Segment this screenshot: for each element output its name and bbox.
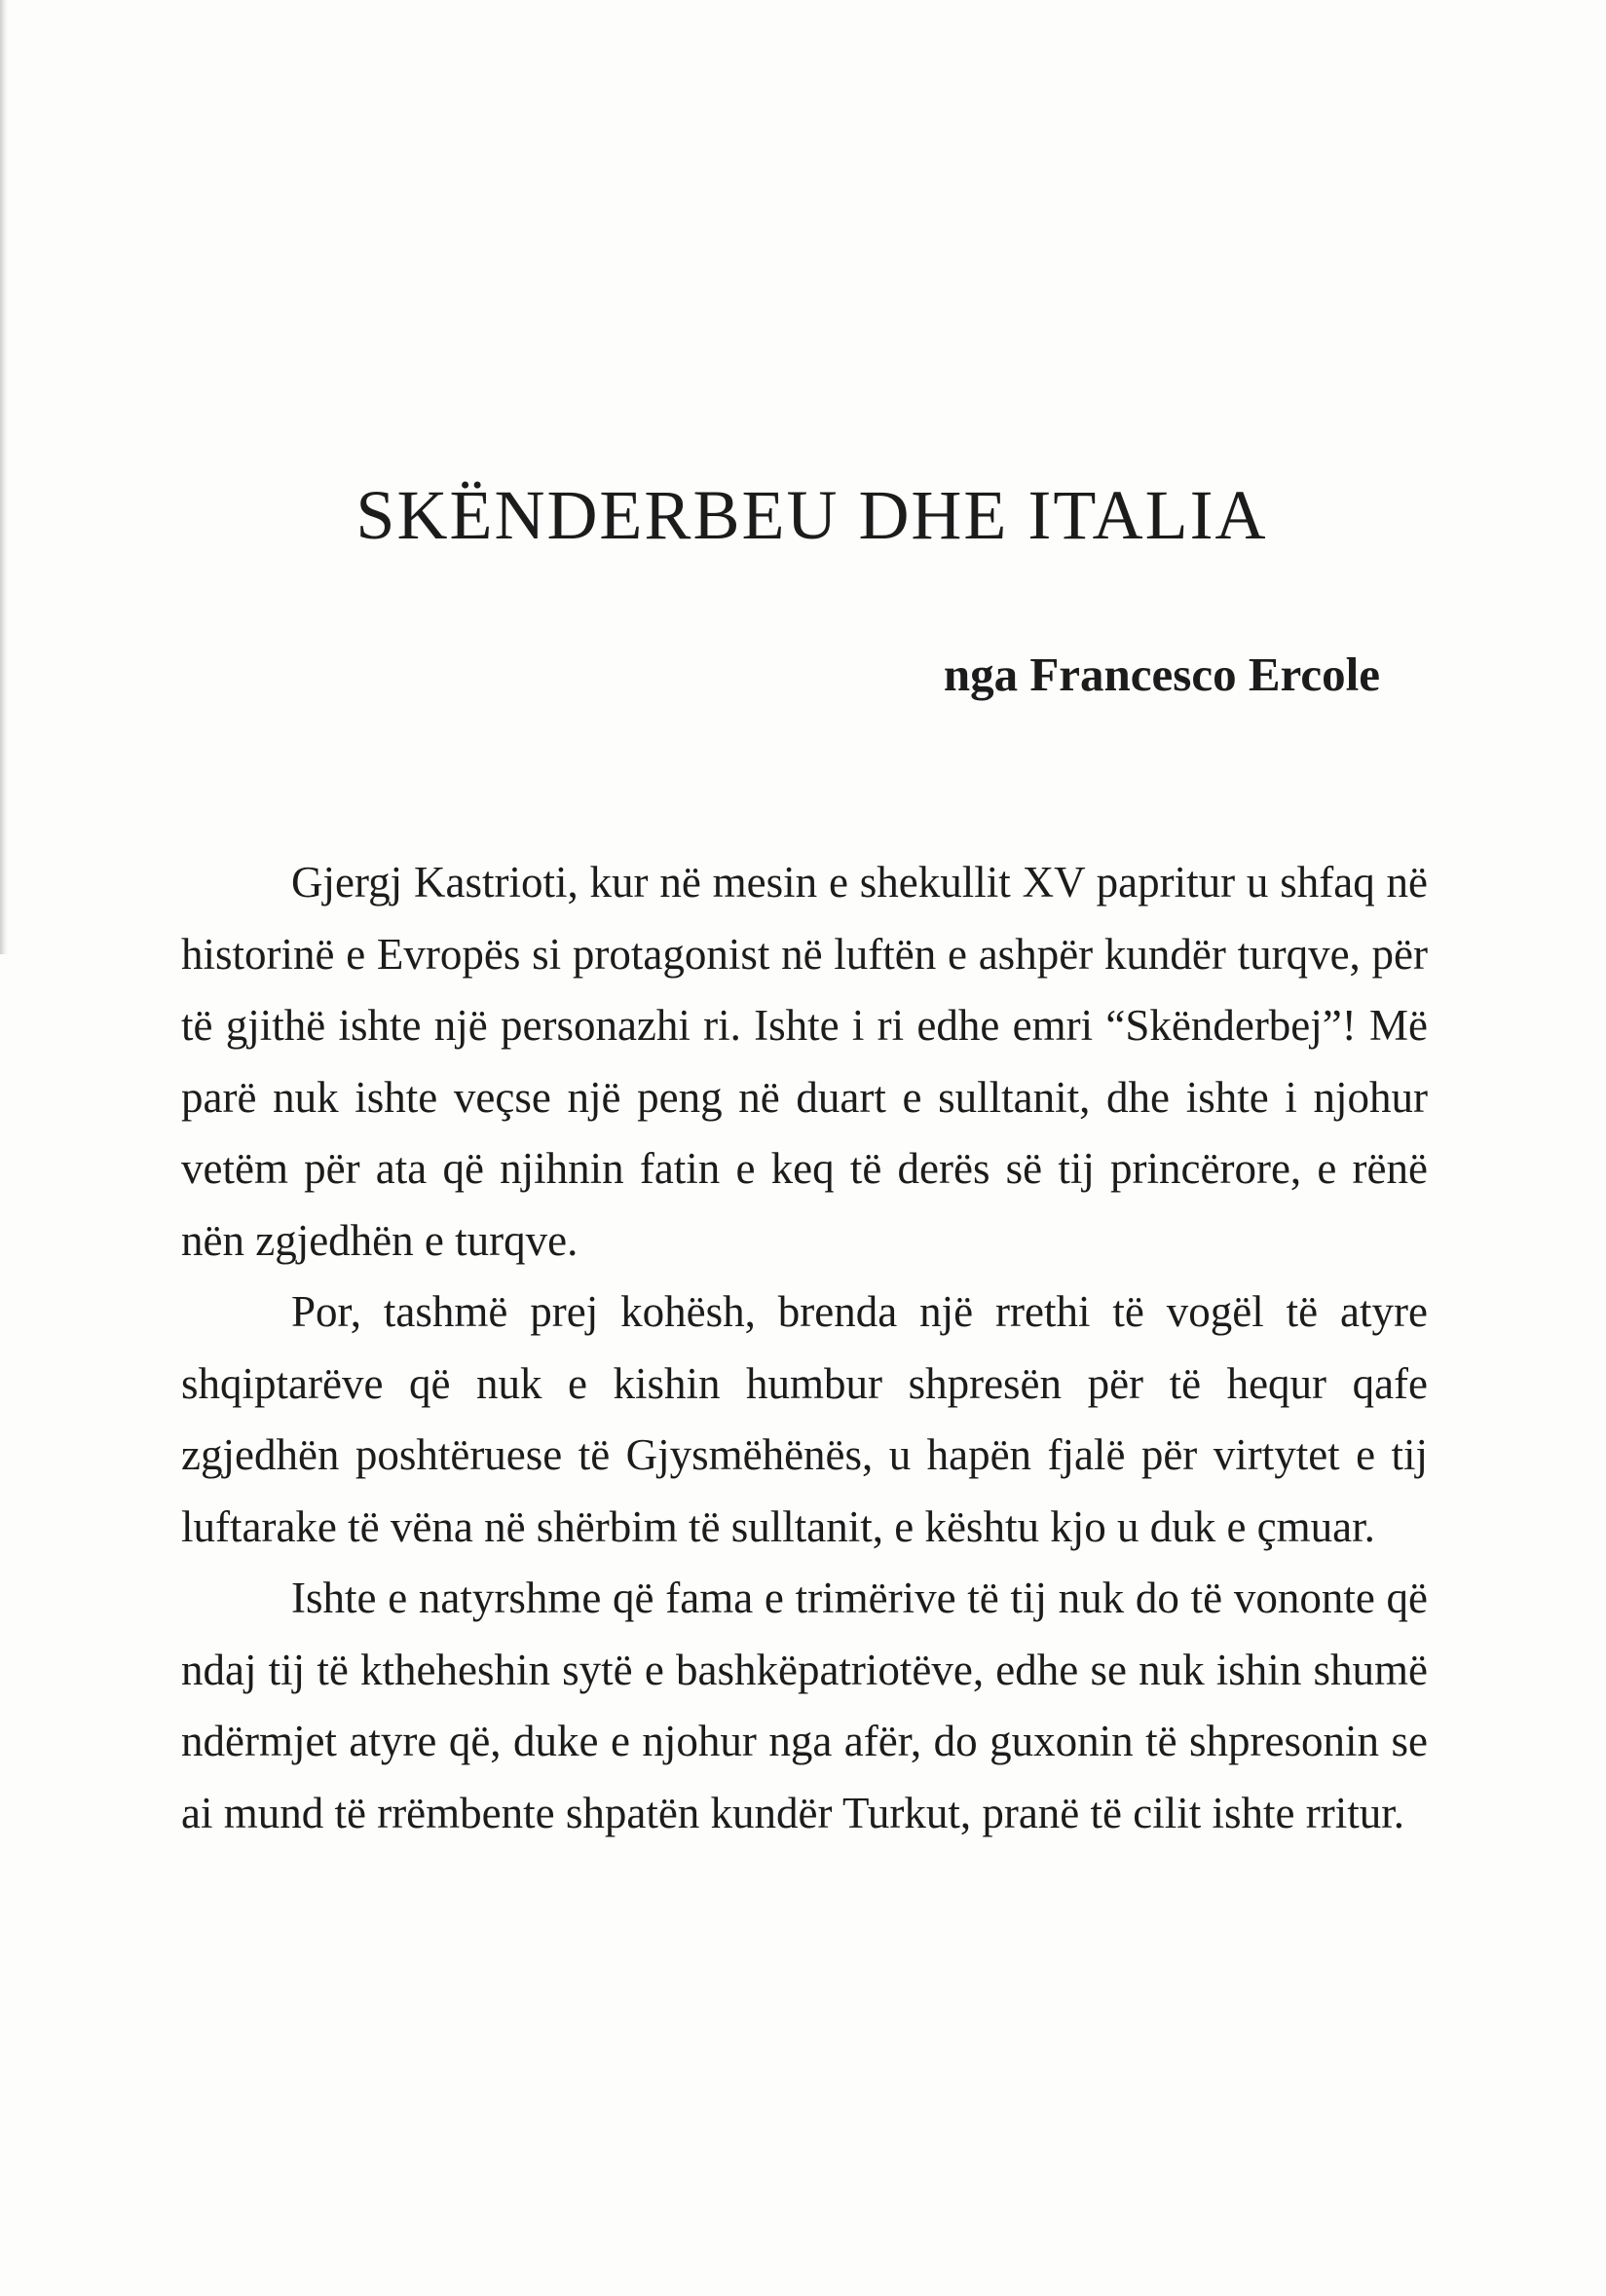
body-text	[181, 847, 1428, 1849]
paragraph: Por, tashmë prej kohësh, brenda një rrethi të vogël të atyre shqiptarëve që nuk e kishin humbur shpresën për të hequr qafe zgjedhën poshtëruese të Gjysmëhënës, u hapën fjalë për virtytet e tij luftarake të vëna në shërbim të sulltanit, e kështu kjo u duk e çmuar.	[181, 1287, 1428, 1551]
author-line: nga Francesco Ercole	[943, 648, 1380, 701]
page-title: SKËNDERBEU DHE ITALIA	[355, 476, 1268, 554]
paragraph: Ishte e natyrshme që fama e trimërive të tij nuk do të vononte që ndaj tij të ktheheshin sytë e bashkëpatriotëve, edhe se nuk ishin shumë ndërmjet atyre që, duke e njohur nga afër, do guxonin të shpresonin se ai mund të rrëmbente shpatën kundër Turkut, pranë të cilit ishte rritur.	[181, 1574, 1428, 1837]
paragraph: Gjergj Kastrioti, kur në mesin e shekullit XV papritur u shfaq në historinë e Evropës si protagonist në luftën e ashpër kundër turqve, për të gjithë ishte një personazhi ri. Ishte i ri edhe emri “Skënderbej”! Më parë nuk ishte veçse një peng në duart e sulltanit, dhe ishte i njohur vetëm për ata që njihnin fatin e keq të derës së tij princërore, e rënë nën zgjedhën e turqve.	[181, 858, 1428, 1265]
